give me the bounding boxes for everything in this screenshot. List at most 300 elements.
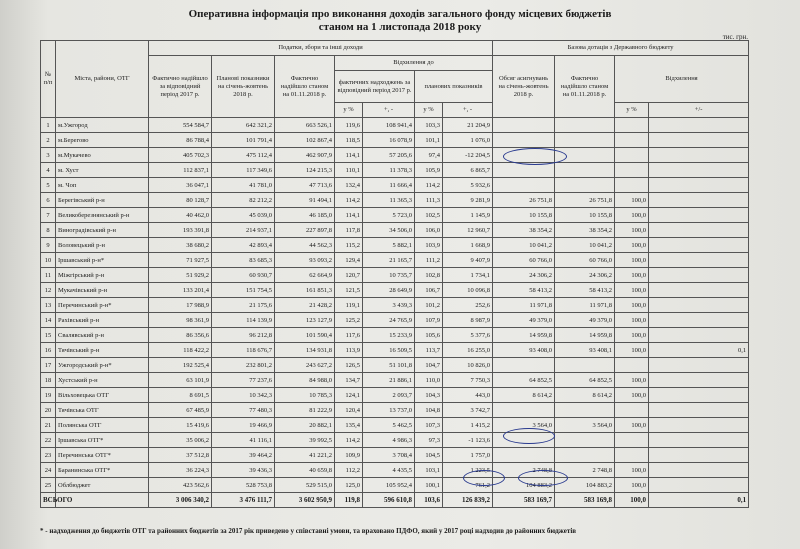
report-title: Оперативна інформація про виконання доходів загального фонду місцевих бюджетів <box>188 8 612 20</box>
cell-s2: 24 306,2 <box>555 268 615 283</box>
cell-s4 <box>649 163 749 178</box>
cell-name: Хустський р-н <box>56 373 149 388</box>
table-row <box>41 403 749 418</box>
cell-p1: 134,7 <box>335 373 363 388</box>
cell-p2: 103,6 <box>415 493 443 508</box>
cell-f17: 133 201,4 <box>149 283 212 298</box>
cell-p1: 120,7 <box>335 268 363 283</box>
cell-f17: 554 584,7 <box>149 118 212 133</box>
cell-n: 7 <box>41 208 56 223</box>
cell-s1 <box>493 448 555 463</box>
cell-d1: 28 649,9 <box>363 283 415 298</box>
cell-d1: 10 735,7 <box>363 268 415 283</box>
cell-n: 4 <box>41 163 56 178</box>
cell-s2: 14 959,8 <box>555 328 615 343</box>
cell-p2: 111,3 <box>415 193 443 208</box>
cell-d1: 21 886,1 <box>363 373 415 388</box>
cell-d2: 10 096,8 <box>443 283 493 298</box>
header-pct: у % <box>615 103 649 118</box>
cell-s3: 100,0 <box>615 208 649 223</box>
cell-p1: 113,9 <box>335 343 363 358</box>
footnote: * - надходження до бюджетів ОТГ та районних бюджетів за 2017 рік приведено у співставні умови, та враховано ПДФО, який у 2017 році надходив до районних бюджетів <box>40 527 577 535</box>
cell-f18: 84 988,0 <box>275 373 335 388</box>
cell-p2: 101,2 <box>415 298 443 313</box>
cell-p2: 100,1 <box>415 478 443 493</box>
table-row <box>41 178 749 193</box>
cell-p2: 106,0 <box>415 223 443 238</box>
cell-s1 <box>493 148 555 163</box>
cell-d2: 3 742,7 <box>443 403 493 418</box>
table-row <box>41 268 749 283</box>
cell-n: 11 <box>41 268 56 283</box>
table-row <box>41 283 749 298</box>
cell-plan: 3 476 111,7 <box>212 493 275 508</box>
cell-p1: 114,2 <box>335 193 363 208</box>
cell-s1: 10 041,2 <box>493 238 555 253</box>
cell-s1 <box>493 118 555 133</box>
cell-plan: 77 237,6 <box>212 373 275 388</box>
total-row <box>41 493 749 508</box>
cell-s1 <box>493 178 555 193</box>
cell-s4 <box>649 253 749 268</box>
cell-f18: 243 627,2 <box>275 358 335 373</box>
cell-d2: 7 750,3 <box>443 373 493 388</box>
cell-s2 <box>555 133 615 148</box>
cell-name: Баранинська ОТГ* <box>56 463 149 478</box>
cell-s1: 11 971,8 <box>493 298 555 313</box>
cell-p1: 119,1 <box>335 298 363 313</box>
cell-n: 20 <box>41 403 56 418</box>
cell-s2: 10 155,8 <box>555 208 615 223</box>
table-row <box>41 133 749 148</box>
cell-s4 <box>649 313 749 328</box>
cell-f17: 3 006 340,2 <box>149 493 212 508</box>
cell-f17: 37 512,8 <box>149 448 212 463</box>
cell-p1: 125,2 <box>335 313 363 328</box>
cell-s1: 26 751,8 <box>493 193 555 208</box>
cell-d1: 15 233,9 <box>363 328 415 343</box>
cell-s4 <box>649 283 749 298</box>
cell-d1: 11 666,4 <box>363 178 415 193</box>
cell-s1: 93 408,0 <box>493 343 555 358</box>
cell-s4 <box>649 418 749 433</box>
cell-s4 <box>649 298 749 313</box>
cell-f17: 86 788,4 <box>149 133 212 148</box>
cell-s1: 104 883,2 <box>493 478 555 493</box>
cell-s3: 100,0 <box>615 493 649 508</box>
cell-s4 <box>649 373 749 388</box>
cell-d1: 4 435,5 <box>363 463 415 478</box>
cell-f18: 39 992,5 <box>275 433 335 448</box>
cell-f17: 40 462,0 <box>149 208 212 223</box>
cell-d1: 3 439,3 <box>363 298 415 313</box>
cell-name: м. Хуст <box>56 163 149 178</box>
cell-f18: 462 907,9 <box>275 148 335 163</box>
cell-f17: 193 391,8 <box>149 223 212 238</box>
cell-s1 <box>493 163 555 178</box>
header-sub-fact: Фактично надійшло станом на 01.11.2018 р. <box>555 56 615 118</box>
cell-d1: 5 462,5 <box>363 418 415 433</box>
cell-s1: 8 614,2 <box>493 388 555 403</box>
cell-s4: 0,1 <box>649 493 749 508</box>
cell-plan: 528 753,8 <box>212 478 275 493</box>
header-plan: Планові показники на січень-жовтень 2018 р. <box>212 56 275 118</box>
cell-name: м.Берегово <box>56 133 149 148</box>
cell-plan: 96 212,8 <box>212 328 275 343</box>
table-row <box>41 478 749 493</box>
cell-f18: 161 851,3 <box>275 283 335 298</box>
cell-n: 3 <box>41 148 56 163</box>
cell-plan: 214 937,1 <box>212 223 275 238</box>
table-row <box>41 208 749 223</box>
cell-s3 <box>615 403 649 418</box>
header-fact-prev: Фактично надійшло за відповідний період 2017 р. <box>149 56 212 118</box>
cell-f17: 38 680,2 <box>149 238 212 253</box>
table-row <box>41 298 749 313</box>
table-row <box>41 448 749 463</box>
cell-s3 <box>615 163 649 178</box>
cell-d1: 4 986,3 <box>363 433 415 448</box>
cell-d2: 5 932,6 <box>443 178 493 193</box>
cell-f18: 93 093,2 <box>275 253 335 268</box>
header-pm: +, - <box>443 103 493 118</box>
cell-s1: 10 155,8 <box>493 208 555 223</box>
cell-d2: 12 960,7 <box>443 223 493 238</box>
table-row <box>41 433 749 448</box>
cell-n: 9 <box>41 238 56 253</box>
cell-s1: 2 748,8 <box>493 463 555 478</box>
cell-f18: 21 428,2 <box>275 298 335 313</box>
cell-s1: 60 766,0 <box>493 253 555 268</box>
table-row <box>41 313 749 328</box>
cell-d2: 1 734,1 <box>443 268 493 283</box>
cell-d2: 9 407,9 <box>443 253 493 268</box>
cell-d2: 9 281,9 <box>443 193 493 208</box>
cell-f17: 98 361,9 <box>149 313 212 328</box>
cell-d2: 443,0 <box>443 388 493 403</box>
cell-s4 <box>649 358 749 373</box>
cell-s2: 11 971,8 <box>555 298 615 313</box>
cell-s3: 100,0 <box>615 223 649 238</box>
cell-d1: 108 941,4 <box>363 118 415 133</box>
cell-name: Іршавський р-н* <box>56 253 149 268</box>
cell-p2: 106,7 <box>415 283 443 298</box>
cell-s4 <box>649 448 749 463</box>
cell-d1: 2 093,7 <box>363 388 415 403</box>
cell-name: Берегівський р-н <box>56 193 149 208</box>
cell-s1: 64 852,5 <box>493 373 555 388</box>
cell-s3 <box>615 118 649 133</box>
header-pm: +, - <box>363 103 415 118</box>
cell-d1: 596 610,8 <box>363 493 415 508</box>
cell-p1: 126,5 <box>335 358 363 373</box>
cell-s3: 100,0 <box>615 268 649 283</box>
cell-s1 <box>493 133 555 148</box>
cell-f17: 112 837,1 <box>149 163 212 178</box>
cell-name: Мукачівський р-н <box>56 283 149 298</box>
cell-d2: 1 076,0 <box>443 133 493 148</box>
cell-s4 <box>649 388 749 403</box>
header-deviation-to: Відхилення до <box>335 56 493 71</box>
cell-f18: 663 526,1 <box>275 118 335 133</box>
cell-s2 <box>555 403 615 418</box>
cell-d1: 3 708,4 <box>363 448 415 463</box>
cell-p1: 114,2 <box>335 433 363 448</box>
cell-d2: -12 204,5 <box>443 148 493 163</box>
header-subsidy-group: Базова дотація з Державного бюджету <box>493 41 749 56</box>
cell-s3: 100,0 <box>615 343 649 358</box>
header-sub-pm: +/- <box>649 103 749 118</box>
cell-plan: 41 116,1 <box>212 433 275 448</box>
cell-name: Воловецький р-н <box>56 238 149 253</box>
table-body <box>41 118 749 508</box>
cell-s3: 100,0 <box>615 253 649 268</box>
cell-p2: 107,3 <box>415 418 443 433</box>
cell-p2: 110,0 <box>415 373 443 388</box>
cell-f17: 36 224,3 <box>149 463 212 478</box>
cell-s3: 100,0 <box>615 373 649 388</box>
cell-s2: 2 748,8 <box>555 463 615 478</box>
report-subtitle: станом на 1 листопада 2018 року <box>318 21 482 33</box>
header-dev-plan: планових показників <box>415 71 493 103</box>
cell-n: 15 <box>41 328 56 343</box>
cell-d1: 16 509,5 <box>363 343 415 358</box>
cell-d1: 13 737,0 <box>363 403 415 418</box>
cell-d2: 1 145,9 <box>443 208 493 223</box>
cell-d1: 5 723,0 <box>363 208 415 223</box>
cell-s4 <box>649 238 749 253</box>
cell-s4 <box>649 478 749 493</box>
cell-d2: 8 987,9 <box>443 313 493 328</box>
cell-p2: 114,2 <box>415 178 443 193</box>
cell-plan: 83 685,3 <box>212 253 275 268</box>
cell-f18: 10 785,3 <box>275 388 335 403</box>
cell-s4 <box>649 148 749 163</box>
table-row <box>41 388 749 403</box>
cell-plan: 41 781,0 <box>212 178 275 193</box>
table-row <box>41 163 749 178</box>
revenue-table <box>40 40 749 508</box>
cell-s2 <box>555 358 615 373</box>
cell-f18: 47 713,6 <box>275 178 335 193</box>
cell-p2: 104,3 <box>415 388 443 403</box>
cell-name: Рахівський р-н <box>56 313 149 328</box>
cell-f17: 80 128,7 <box>149 193 212 208</box>
cell-f18: 46 185,0 <box>275 208 335 223</box>
cell-p2: 104,7 <box>415 358 443 373</box>
cell-n: 6 <box>41 193 56 208</box>
cell-f18: 124 215,3 <box>275 163 335 178</box>
cell-n: 14 <box>41 313 56 328</box>
cell-n: 16 <box>41 343 56 358</box>
cell-n: 5 <box>41 178 56 193</box>
cell-p1: 135,4 <box>335 418 363 433</box>
cell-f17: 71 927,5 <box>149 253 212 268</box>
cell-s3 <box>615 148 649 163</box>
cell-f17: 8 691,5 <box>149 388 212 403</box>
cell-s1: 3 564,0 <box>493 418 555 433</box>
cell-s2: 60 766,0 <box>555 253 615 268</box>
cell-n: 18 <box>41 373 56 388</box>
cell-s3: 100,0 <box>615 313 649 328</box>
cell-p2: 97,4 <box>415 148 443 163</box>
cell-name: м.Мукачево <box>56 148 149 163</box>
cell-s1: 49 379,0 <box>493 313 555 328</box>
cell-plan: 39 436,3 <box>212 463 275 478</box>
cell-s3: 100,0 <box>615 283 649 298</box>
cell-s2: 93 408,1 <box>555 343 615 358</box>
cell-f18: 102 867,4 <box>275 133 335 148</box>
cell-name: Тячівський р-н <box>56 343 149 358</box>
cell-f18: 134 931,8 <box>275 343 335 358</box>
cell-plan: 475 112,4 <box>212 148 275 163</box>
cell-f18: 41 221,2 <box>275 448 335 463</box>
cell-p2: 105,6 <box>415 328 443 343</box>
cell-plan: 118 676,7 <box>212 343 275 358</box>
cell-s4 <box>649 118 749 133</box>
cell-f18: 91 494,1 <box>275 193 335 208</box>
cell-s1: 58 413,2 <box>493 283 555 298</box>
cell-s3: 100,0 <box>615 238 649 253</box>
table-row <box>41 373 749 388</box>
cell-s4 <box>649 403 749 418</box>
cell-plan: 39 464,2 <box>212 448 275 463</box>
cell-plan: 232 801,2 <box>212 358 275 373</box>
cell-d2: 5 377,6 <box>443 328 493 343</box>
cell-f18: 62 664,9 <box>275 268 335 283</box>
cell-name: Іршавська ОТГ* <box>56 433 149 448</box>
cell-s1 <box>493 358 555 373</box>
cell-p1: 119,8 <box>335 493 363 508</box>
cell-f17: 423 562,6 <box>149 478 212 493</box>
cell-p2: 97,3 <box>415 433 443 448</box>
cell-n: ВСЬОГО <box>41 493 56 508</box>
cell-name: Свалявський р-н <box>56 328 149 343</box>
cell-f17: 63 101,9 <box>149 373 212 388</box>
cell-p1: 118,5 <box>335 133 363 148</box>
cell-n: 22 <box>41 433 56 448</box>
cell-s4 <box>649 433 749 448</box>
cell-p2: 103,1 <box>415 463 443 478</box>
cell-name: Вільховецька ОТГ <box>56 388 149 403</box>
cell-s2: 26 751,8 <box>555 193 615 208</box>
cell-p1: 124,1 <box>335 388 363 403</box>
cell-s2: 64 852,5 <box>555 373 615 388</box>
cell-f18: 81 222,9 <box>275 403 335 418</box>
cell-s2 <box>555 148 615 163</box>
cell-n: 10 <box>41 253 56 268</box>
cell-f18: 20 882,1 <box>275 418 335 433</box>
cell-plan: 21 175,6 <box>212 298 275 313</box>
cell-p2: 103,9 <box>415 238 443 253</box>
cell-n: 12 <box>41 283 56 298</box>
cell-p1: 132,4 <box>335 178 363 193</box>
cell-s2 <box>555 163 615 178</box>
cell-p1: 121,5 <box>335 283 363 298</box>
cell-d1: 11 365,3 <box>363 193 415 208</box>
cell-f17: 35 006,2 <box>149 433 212 448</box>
cell-n: 17 <box>41 358 56 373</box>
cell-f18: 101 590,4 <box>275 328 335 343</box>
cell-d2: 1 668,9 <box>443 238 493 253</box>
cell-name: Великоберезнянський р-н <box>56 208 149 223</box>
cell-plan: 151 754,5 <box>212 283 275 298</box>
cell-p1: 125,0 <box>335 478 363 493</box>
cell-plan: 77 480,3 <box>212 403 275 418</box>
header-pct: у % <box>335 103 363 118</box>
cell-n: 23 <box>41 448 56 463</box>
table-row <box>41 343 749 358</box>
cell-name: м.Ужгород <box>56 118 149 133</box>
cell-s3: 100,0 <box>615 298 649 313</box>
header-city: Міста, райони, ОТГ <box>56 41 149 118</box>
cell-f17: 192 525,4 <box>149 358 212 373</box>
cell-s3: 100,0 <box>615 418 649 433</box>
cell-s2: 8 614,2 <box>555 388 615 403</box>
cell-plan: 101 791,4 <box>212 133 275 148</box>
cell-s3: 100,0 <box>615 463 649 478</box>
cell-p1: 112,2 <box>335 463 363 478</box>
cell-plan: 10 342,3 <box>212 388 275 403</box>
cell-p1: 120,4 <box>335 403 363 418</box>
cell-d2: 1 223,5 <box>443 463 493 478</box>
cell-s2: 49 379,0 <box>555 313 615 328</box>
cell-name: Полянська ОТГ <box>56 418 149 433</box>
cell-n: 21 <box>41 418 56 433</box>
cell-d2: 10 826,0 <box>443 358 493 373</box>
cell-n: 2 <box>41 133 56 148</box>
header-fact-cur: Фактично надійшло станом на 01.11.2018 р. <box>275 56 335 118</box>
cell-s4: 0,1 <box>649 343 749 358</box>
cell-p1: 109,9 <box>335 448 363 463</box>
table-row <box>41 223 749 238</box>
cell-p2: 105,9 <box>415 163 443 178</box>
cell-f17: 17 988,9 <box>149 298 212 313</box>
cell-n: 19 <box>41 388 56 403</box>
cell-s1 <box>493 433 555 448</box>
table-row <box>41 418 749 433</box>
cell-d1: 11 378,3 <box>363 163 415 178</box>
cell-name: Ужгородський р-н* <box>56 358 149 373</box>
cell-f17: 86 356,6 <box>149 328 212 343</box>
cell-d1: 57 205,6 <box>363 148 415 163</box>
cell-name: Тячівська ОТГ <box>56 403 149 418</box>
cell-s3 <box>615 433 649 448</box>
cell-d2: 1 757,0 <box>443 448 493 463</box>
cell-plan: 42 893,4 <box>212 238 275 253</box>
cell-f17: 405 702,3 <box>149 148 212 163</box>
header-taxes-group: Податки, збори та інші доходи <box>149 41 493 56</box>
cell-p1: 115,2 <box>335 238 363 253</box>
cell-s3 <box>615 178 649 193</box>
cell-s3: 100,0 <box>615 193 649 208</box>
cell-p2: 107,9 <box>415 313 443 328</box>
cell-p2: 113,7 <box>415 343 443 358</box>
cell-d1: 16 078,9 <box>363 133 415 148</box>
cell-p2: 102,5 <box>415 208 443 223</box>
cell-d2: 761,2 <box>443 478 493 493</box>
cell-s4 <box>649 193 749 208</box>
cell-s3 <box>615 358 649 373</box>
cell-p1: 110,1 <box>335 163 363 178</box>
cell-s3: 100,0 <box>615 328 649 343</box>
table-row <box>41 238 749 253</box>
cell-p1: 119,6 <box>335 118 363 133</box>
table-row <box>41 148 749 163</box>
cell-f18: 529 515,0 <box>275 478 335 493</box>
cell-s1: 14 959,8 <box>493 328 555 343</box>
cell-d2: -1 123,6 <box>443 433 493 448</box>
